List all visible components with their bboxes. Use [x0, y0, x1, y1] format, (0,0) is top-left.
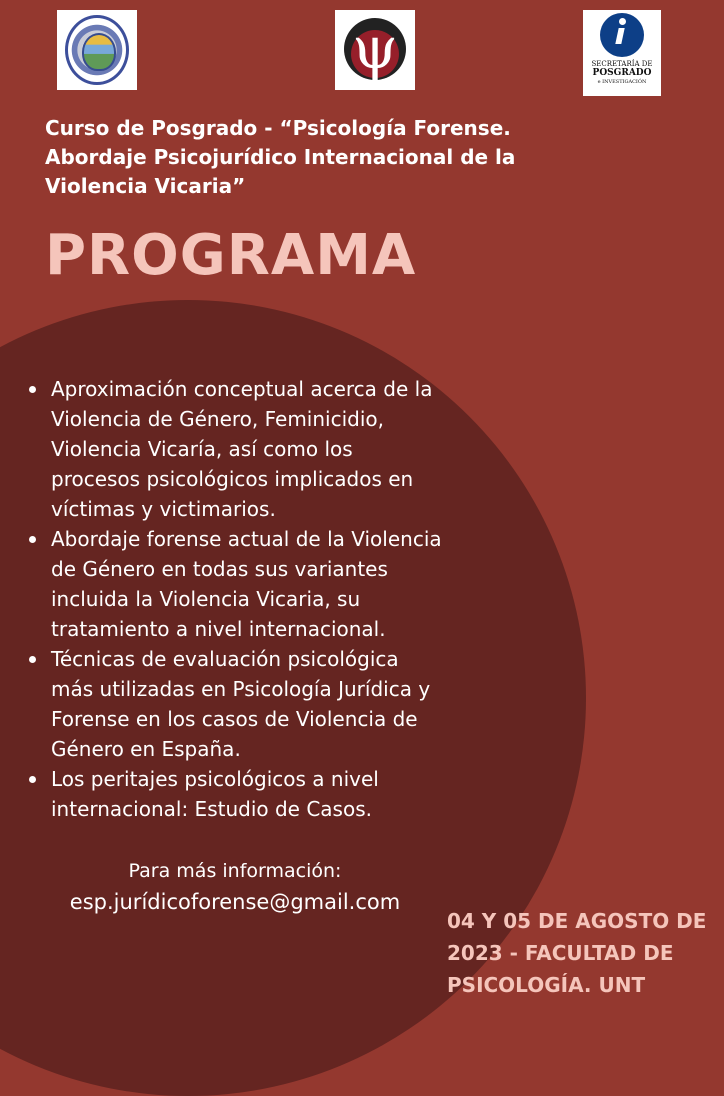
date-line-3: PSICOLOGÍA. UNT [447, 973, 646, 997]
program-item: Técnicas de evaluación psicológica más utilizadas en Psicología Jurídica y Forense en los casos de Violencia de Género en España. [23, 644, 493, 764]
psi-icon: ψ [335, 10, 415, 90]
secretaria-posgrado-logo [583, 10, 661, 96]
seal-icon [65, 15, 129, 85]
program-item: Abordaje forense actual de la Violencia de Género en todas sus variantes incluida la Violencia Vicaria, su tratamiento a nivel internacional. [23, 524, 493, 644]
course-title [45, 114, 665, 201]
program-list [23, 374, 493, 824]
programa-heading: PROGRAMA [45, 223, 417, 288]
date-line-1: 04 Y 05 DE AGOSTO DE [447, 909, 707, 933]
course-title-line-3: Violencia Vicaria” [45, 174, 246, 198]
program-item: Los peritajes psicológicos a nivel internacional: Estudio de Casos. [23, 764, 493, 824]
contact-label: Para más información: [128, 860, 342, 882]
program-item: Aproximación conceptual acerca de la Violencia de Género, Feminicidio, Violencia Vicaría, así como los procesos psicológicos implicados en víctimas y victimarios. [23, 374, 493, 524]
psi-logo [335, 10, 415, 90]
university-seal-logo [57, 10, 137, 90]
course-title-line-2: Abordaje Psicojurídico Internacional de la [45, 145, 516, 169]
date-line-2: 2023 - FACULTAD DE [447, 941, 674, 965]
contact-info [50, 857, 420, 919]
course-title-line-1: Curso de Posgrado - “Psicología Forense. [45, 116, 511, 140]
date-location [447, 905, 717, 1001]
contact-email[interactable]: esp.jurídicoforense@gmail.com [69, 890, 401, 914]
secretaria-logo-text: SECRETARÍA DE POSGRADO e INVESTIGACIÓN [591, 60, 653, 85]
